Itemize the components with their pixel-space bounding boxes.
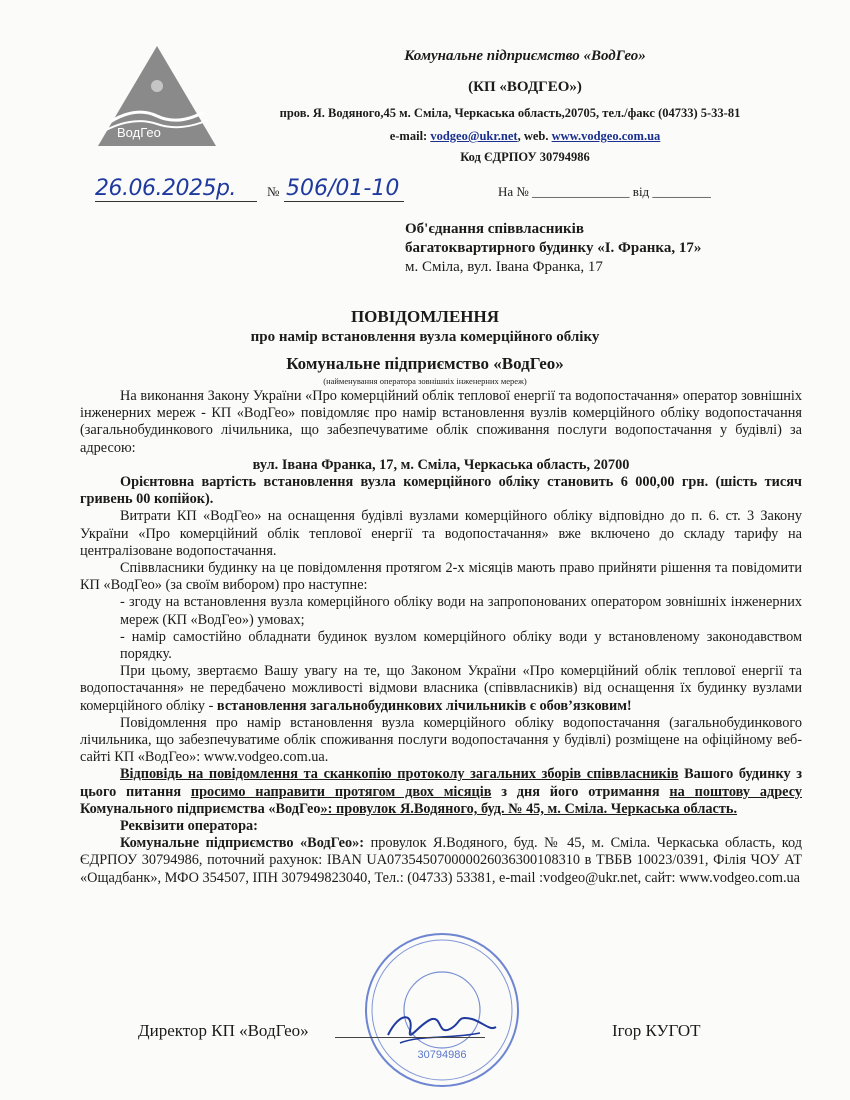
postal-address-label: на поштову адресу [669,783,802,800]
stamp-code: 30794986 [417,1049,467,1061]
paragraph-5 [80,663,802,715]
website-link[interactable]: www.vodgeo.com.ua [551,129,661,143]
org-short-name: (КП «ВОДГЕО») [468,79,582,95]
document-body [80,388,802,887]
incoming-reference: На № _______________ від _________ [498,184,711,199]
paragraph-cost: Орієнтовна вартість встановлення вузла комерційного обліку становить 6 000,00 грн. (шість тисяч гривень 00 копійок). [80,474,802,508]
paragraph-1: На виконання Закону України «Про комерційний облік теплової енергії та водопостачання» оператор зовнішніх інженерних мереж - КП «ВодГео» повідомляє про намір встановлення вузлів комерційного обліку водопостачання (загальнобудинкового лічильника, що забезпечуватиме облік споживання послуги водопостачання у будівлі) за адресою: [80,388,802,456]
web-label: web. [523,129,549,143]
reply-text-2: з дня його отримання [491,783,670,800]
date-underline [95,201,257,202]
object-address: вул. Івана Франка, 17, м. Сміла, Черкаська область, 20700 [252,456,630,473]
requisites-title: Реквізити оператора: [120,818,258,835]
outgoing-date: 26.06.2025р. [95,176,236,201]
paragraph-4: Співвласники будинку на це повідомлення протягом 2-х місяців мають право прийняти рішення та повідомити КП «ВодГео» (за своїм вибором) про наступне: [80,560,802,594]
paragraph-3: Витрати КП «ВодГео» на оснащення будівлі вузлами комерційного обліку відповідно до п. 6. ст. 3 Закону України «Про комерційний облік теплової енергії та водопостачання» вже включено до складу тарифу на централізоване водопостачання. [80,508,802,559]
reply-deadline: просимо направити протягом двох місяців [190,783,492,800]
recipient-block [405,220,825,277]
signature-line [335,1037,485,1038]
mandatory-notice: встановлення загальнобудинкових лічильників є обов’язковим! [216,697,632,714]
postal-address: »: провулок Я.Водяного, буд. № 45, м. Сміла. Черкаська область. [320,800,738,817]
org-code: Код ЄДРПОУ 30794986 [460,150,590,164]
requisites-text: провулок Я.Водяного, буд. № 45, м. Сміла. Черкаська область, код ЄДРПОУ 30794986, поточний рахунок: IBAN UA073545070000026036300108310 в ТВБВ 10023/0391, Філія ЧОУ АТ «Ощадбанк», МФО 354507, ІПН 307949823040, Тел.: (04733) 53381, e-mail :vodgeo@ukr.net, сайт: www.vodgeo.com.ua [80,835,802,886]
document-subtitle: про намір встановлення вузла комерційного обліку [250,329,600,345]
signatory-name: Ігор КУГОТ [612,1021,701,1040]
paragraph-6: Повідомлення про намір встановлення вузла комерційного обліку водопостачання (загальнобудинкового лічильника, що забезпечуватиме облік споживання послуги водопостачання у будівлі) розміщене на офіційному веб-сайті КП «ВодГео»: www.vodgeo.com.ua. [80,714,802,766]
reply-request: Відповідь на повідомлення та сканкопію протоколу загальних зборів співвласників [120,766,679,783]
requisites [80,835,802,887]
outgoing-number: 506/01-10 [286,176,400,201]
handwritten-signature [380,1005,500,1055]
org-address: пров. Я. Водяного,45 м. Сміла, Черкаська область,20705, тел./факс (04733) 5-33-81 [279,106,741,120]
number-underline [284,201,404,202]
org-name: Комунальне підприємство «ВодГео» [404,48,646,64]
email-link[interactable]: vodgeo@ukr.net [430,129,518,143]
org-contacts: e-mail: vodgeo@ukr.net, web. www.vodgeo.com.ua [389,129,661,143]
outgoing-number-label: № [267,184,280,199]
recipient-line-2: багатоквартирного будинку «І. Франка, 17» [405,240,702,256]
reply-text-3: Комунального підприємства «ВодГео [80,800,321,817]
option-self-install: - намір самостійно обладнати будинок вузлом комерційного обліку води у встановленому законодавством порядку. [120,628,802,663]
paragraph-5-text: При цьому, звертаємо Вашу увагу на те, що Законом України «Про комерційний облік теплової енергії та водопостачання» не передбачено можливості відмови власника (співвласників) від оснащення їх будинку вузлами комерційного обліку - [80,663,802,714]
operator-name: Комунальне підприємство «ВодГео» [286,354,564,373]
recipient-line-1: Об'єднання співвласників [405,221,584,237]
email-label: e-mail: [389,129,428,143]
logo-text: ВодГео [117,125,161,140]
requisites-name: Комунальне підприємство «ВодГео»: [120,835,365,852]
paragraph-7 [80,766,802,818]
signatory-title: Директор КП «ВодГео» [138,1021,309,1040]
document-title: ПОВІДОМЛЕННЯ [350,307,500,326]
operator-note: (найменування оператора зовнішніх інженерних мереж) [323,376,527,386]
option-consent: - згоду на встановлення вузла комерційного обліку води на запропонованих оператором зовнішніх інженерних мереж (КП «ВодГео») умовах; [120,594,802,628]
reply-text-1: Вашого будинку з цього питання [80,766,802,800]
recipient-address: м. Сміла, вул. Івана Франка, 17 [405,259,603,275]
